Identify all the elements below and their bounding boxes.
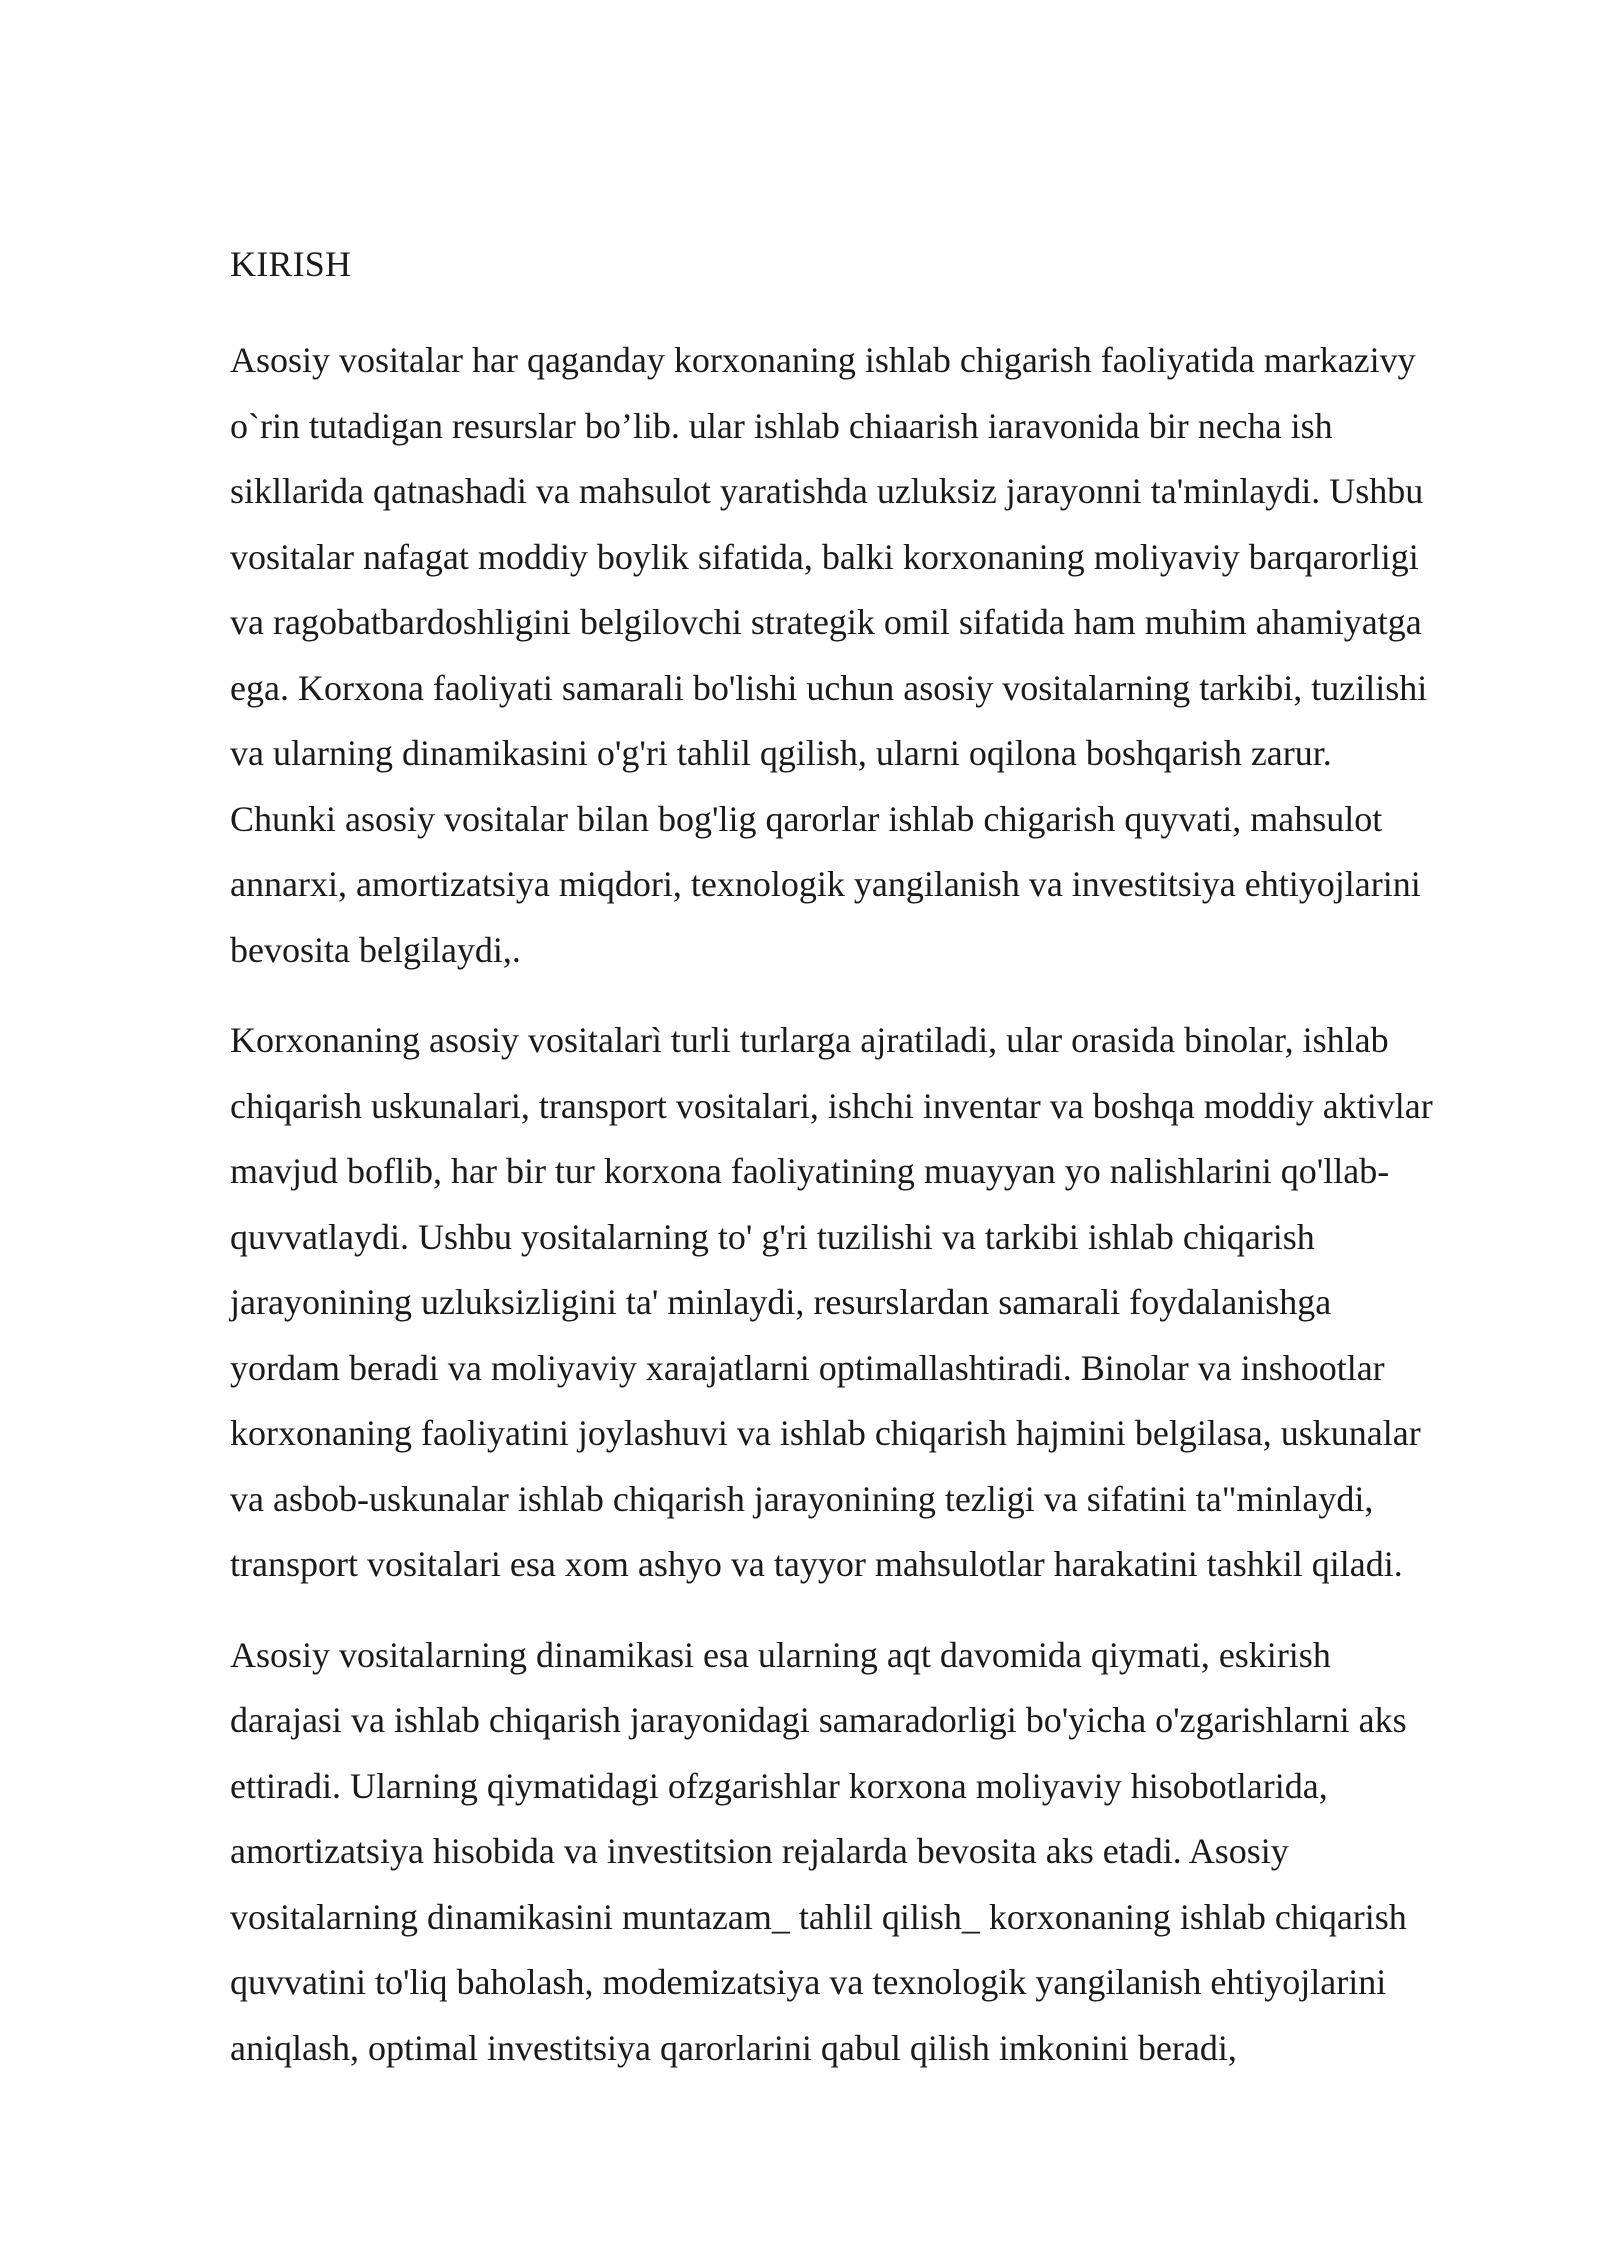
- section-heading: KIRISH: [230, 244, 352, 284]
- paragraph-2: Korxonaning asosiy vositalarì turli turlarga ajratiladi, ular orasida binolar, ishlab chiqarish uskunalari, transport vositalari, ishchi inventar va boshqa moddiy aktivlar mavjud boflib, har bir tur korxona faoliyatining muayyan yo nalishlarini qo'llab- quvvatlaydi. Ushbu yositalarning to' g'ri tuzilishi va tarkibi ishlab chiqarish jarayonining uzluksizligini ta' minlaydi, resurslardan samarali foydalanishga yordam beradi va moliyaviy xarajatlarni optimallashtiradi. Binolar va inshootlar korxonaning faoliyatini joylashuvi va ishlab chiqarish hajmini belgilasa, uskunalar va asbob-uskunalar ishlab chiqarish jarayonining tezligi va sifatini ta"minlaydi, transport vositalari esa xom ashyo va tayyor mahsulotlar harakatini tashkil qiladi.: [230, 1020, 1433, 1584]
- document-body: [230, 240, 1500, 2106]
- paragraph-1: Asosiy vositalar har qaganday korxonaning ishlab chigarish faoliyatida markazivy o`rin tutadigan resurslar bo’lib. ular ishlab chiaarish iaravonida bir necha ish sikllarida qatnashadi va mahsulot yaratishda uzluksiz jarayonni ta'minlaydi. Ushbu vositalar nafagat moddiy boylik sifatida, balki korxonaning moliyaviy barqarorligi va ragobatbardoshligini belgilovchi strategik omil sifatida ham muhim ahamiyatga ega. Korxona faoliyati samarali bo'lishi uchun asosiy vositalarning tarkibi, tuzilishi va ularning dinamikasini o'g'ri tahlil qgilish, ularni oqilona boshqarish zarur. Chunki asosiy vositalar bilan bog'lig qarorlar ishlab chigarish quyvati, mahsulot annarxi, amortizatsiya miqdori, texnologik yangilanish va investitsiya ehtiyojlarini bevosita belgilaydi,.: [230, 340, 1428, 970]
- paragraph-3: Asosiy vositalarning dinamikasi esa ularning aqt davomida qiymati, eskirish darajasi va ishlab chiqarish jarayonidagi samaradorligi bo'yicha o'zgarishlarni aks ettiradi. Ularning qiymatidagi ofzgarishlar korxona moliyaviy hisobotlarida, amortizatsiya hisobida va investitsion rejalarda bevosita aks etadi. Asosiy vositalarning dinamikasini muntazam_ tahlil qilish_ korxonaning ishlab chiqarish quvvatini to'liq baholash, modemizatsiya va texnologik yangilanish ehtiyojlarini aniqlash, optimal investitsiya qarorlarini qabul qilish imkonini beradi,: [230, 1634, 1407, 2068]
